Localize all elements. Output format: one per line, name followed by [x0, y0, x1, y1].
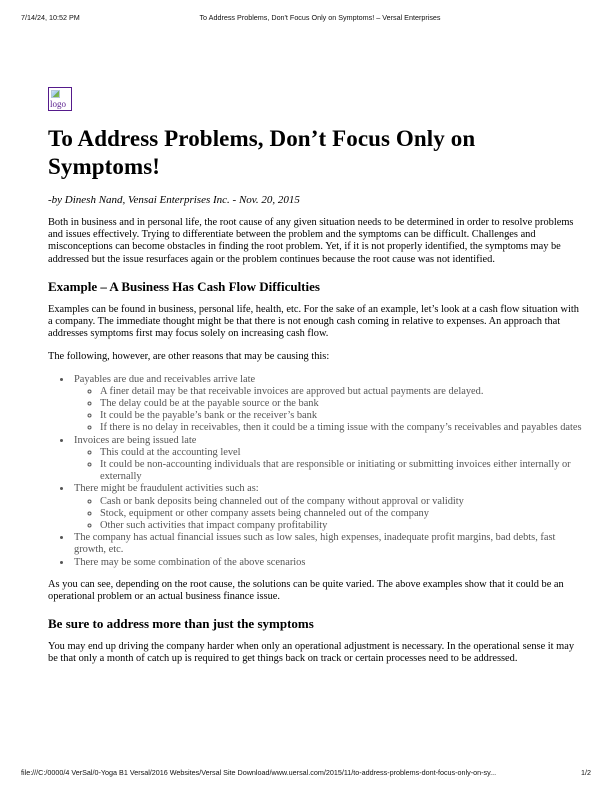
list-item: • There may be some combination of the above scenarios — [72, 557, 586, 569]
intro-paragraph: Both in business and in personal life, the root cause of any given situation needs to be determined in order to resolve problems and issues effectively. Trying to differentiate between the problem and the symptoms can be difficult. Challenges and misconceptions can become obstacles in finding the root problem. Yet, if it is not properly identified, the symptoms may be addressed but the issue resurfaces again or the problem continues because the root cause was not identified. — [48, 217, 574, 265]
reason-details-list — [74, 496, 586, 533]
example-paragraph: Examples can be found in business, personal life, health, etc. For the sake of an example, let’s look at a cash flow situation with a company. The immediate thought might be that there is not enough cash coming in relative to expenses. An approach that addresses symptoms first may focus solely on increasing cash flow. — [48, 303, 579, 340]
reason-text: There might be fraudulent activities such as: — [74, 483, 259, 495]
reason-details-list — [74, 447, 586, 484]
list-item: ◦ It could be non-accounting individuals that are responsible or initiating or submitting invoices either internally or externally — [100, 459, 586, 483]
list-item: ◦ The delay could be at the payable source or the bank — [100, 398, 586, 410]
reasons-list — [48, 374, 586, 569]
article — [48, 87, 586, 666]
list-item: ◦ If there is no delay in receivables, then it could be a timing issue with the company’s receivables and payables dates — [100, 422, 586, 434]
reason-details-list — [74, 386, 586, 435]
print-url: file:///C:/0000/4 VerSal/0-Yoga B1 Versal/2016 Websites/Versal Site Download/www.uersal.com/2015/11/to-address-problems-dont-focus-only-on-sy... — [21, 768, 497, 777]
print-header — [0, 13, 612, 25]
list-item — [72, 435, 586, 484]
print-page-title: To Address Problems, Don't Focus Only on Symptoms! – Versal Enterprises — [199, 13, 441, 22]
list-item: ◦ A finer detail may be that receivable invoices are approved but actual payments are delayed. — [100, 386, 586, 398]
reason-text: Invoices are being issued late — [74, 434, 197, 446]
list-item: • The company has actual financial issues such as low sales, high expenses, inadequate profit margins, bad debts, fast growth, etc. — [72, 532, 586, 556]
list-item: ◦ This could at the accounting level — [100, 447, 586, 459]
list-item: ◦ Cash or bank deposits being channeled out of the company without approval or validity — [100, 496, 586, 508]
section-heading-example: Example – A Business Has Cash Flow Difficulties — [48, 278, 320, 294]
print-page-number: 1/2 — [581, 768, 591, 777]
logo-link[interactable] — [48, 87, 72, 111]
list-item: ◦ Other such activities that impact company profitability — [100, 520, 586, 532]
print-footer — [0, 768, 612, 780]
reason-text: Payables are due and receivables arrive late — [74, 373, 256, 385]
conclusion-paragraph: As you can see, depending on the root cause, the solutions can be quite varied. The above examples show that it could be an operational problem or an actual business finance issue. — [48, 578, 564, 603]
article-title: To Address Problems, Don’t Focus Only on Symptoms! — [48, 126, 476, 179]
section-heading-symptoms: Be sure to address more than just the symptoms — [48, 616, 314, 632]
logo-alt-text: logo — [50, 99, 67, 109]
article-byline: -by Dinesh Nand, Vensai Enterprises Inc. - Nov. 20, 2015 — [48, 194, 300, 206]
symptoms-paragraph: You may end up driving the company harder when only an operational adjustment is necessary. In the operational sense it may be that only a month of catch up is required to get things back on track or certain processes need to be addressed. — [48, 641, 575, 665]
broken-image-icon — [51, 90, 60, 98]
list-item: ◦ It could be the payable’s bank or the receiver’s bank — [100, 410, 586, 422]
list-item: ◦ Stock, equipment or other company assets being channeled out of the company — [100, 508, 586, 520]
reasons-lead-in: The following, however, are other reasons that may be causing this: — [48, 351, 330, 363]
list-item — [72, 374, 586, 435]
list-item — [72, 483, 586, 532]
print-datetime: 7/14/24, 10:52 PM — [21, 13, 80, 22]
